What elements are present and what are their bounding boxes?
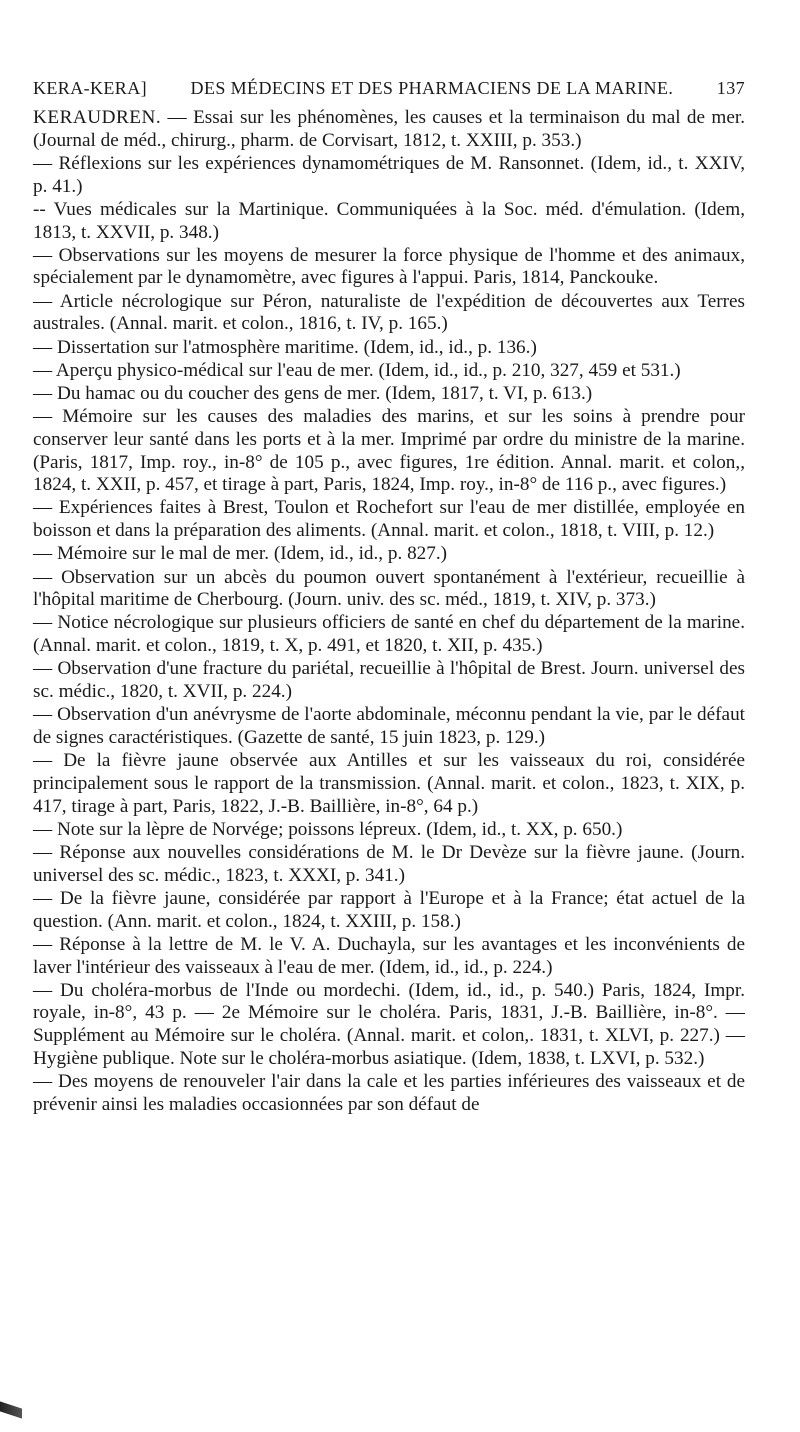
entry-text: Notice nécrologique sur plusieurs officiers de santé en chef du département de la marine. (Annal. marit. et colon., 1819, t. X, p. 491, et 1820, t. XII, p. 435.) (33, 612, 745, 657)
header-left: KERA-KERA] (33, 78, 147, 98)
entry-text: Réponse à la lettre de M. le V. A. Duchayla, sur les avantages et les inconvénients de laver l'intérieur des vaisseaux à l'eau de mer. (Idem, id., id., p. 224.) (33, 933, 745, 978)
bibliography-entry (33, 199, 745, 244)
entry-text: — Essai sur les phénomènes, les causes et la terminaison du mal de mer. (Journal de méd., chirurg., pharm. de Corvisart, 1812, t. XXIII, p. 353.) (33, 107, 745, 151)
entry-text: Article nécrologique sur Péron, naturaliste de l'expédition de découvertes aux Terres australes. (Annal. marit. et colon., 1816, t. IV, p. 165.) (33, 290, 745, 335)
bibliography-entry (33, 360, 745, 383)
entry-text: Vues médicales sur la Martinique. Communiquées à la Soc. méd. d'émulation. (Idem, 1813, t. XXVII, p. 348.) (33, 198, 745, 243)
entry-lead: — (33, 887, 53, 909)
entry-lead: — (33, 704, 53, 726)
entry-text: Observations sur les moyens de mesurer la force physique de l'homme et des animaux, spécialement par le dynamomètre, avec figures à l'appui. Paris, 1814, Panckouke. (33, 244, 745, 289)
entry-text: Mémoire sur les causes des maladies des marins, et sur les soins à prendre pour conserver leur santé dans les ports et à la mer. Imprimé par ordre du ministre de la marine. (Paris, 1817, Imp. roy., in-8° de 105 p., avec figures, 1re édition. Annal. marit. et colon,, 1824, t. XXII, p. 457, et tirage à part, Paris, 1824, Imp. roy., in-8° de 116 p., avec figures.) (33, 406, 745, 496)
bibliography-entry (33, 934, 745, 979)
bibliography-entry (33, 704, 745, 749)
entry-text: Du hamac ou du coucher des gens de mer. (Idem, 1817, t. VI, p. 613.) (52, 382, 593, 404)
entry-text: Réflexions sur les expériences dynamométriques de M. Ransonnet. (Idem, id., t. XXIV, p. 41.) (33, 152, 745, 197)
entry-lead: — (33, 842, 53, 863)
running-header (33, 78, 745, 99)
bibliography-entry (33, 406, 745, 497)
bibliography-entry (33, 980, 745, 1071)
bibliography-entry (33, 658, 745, 703)
entry-text: Note sur la lèpre de Norvége; poissons lépreux. (Idem, id., t. XX, p. 650.) (52, 818, 623, 840)
entry-text: Mémoire sur le mal de mer. (Idem, id., id., p. 827.) (52, 543, 448, 565)
entry-text: Réponse aux nouvelles considérations de M. le Dr Devèze sur la fièvre jaune. (Journ. universel des sc. médic., 1823, t. XXXI, p. 341.) (33, 842, 745, 886)
entry-lead: -- (33, 198, 46, 220)
entry-lead: KERAUDREN. (33, 107, 162, 128)
entry-text: Observation d'un anévrysme de l'aorte abdominale, méconnu pendant la vie, par le défaut de signes caractéristiques. (Gazette de santé, 15 juin 1823, p. 129.) (33, 704, 745, 748)
bibliography-entry (33, 497, 745, 542)
entry-text: Observation d'une fracture du pariétal, recueillie à l'hôpital de Brest. Journ. universel des sc. médic., 1820, t. XVII, p. 224.) (33, 658, 745, 703)
bibliography-entry (33, 612, 745, 657)
bibliography-entry (33, 567, 745, 612)
entry-lead: — (33, 543, 53, 565)
entry-text: Du choléra-morbus de l'Inde ou mordechi. (Idem, id., id., p. 540.) Paris, 1824, Impr. royale, in-8°, 43 p. — 2e Mémoire sur le choléra. Paris, 1831, J.-B. Baillière, in-8°. — Supplément au Mémoire sur le choléra. (Annal. marit. et colon,. 1831, t. XLVI, p. 227.) — Hygiène publique. Note sur le choléra-morbus asiatique. (Idem, 1838, t. LXVI, p. 532.) (33, 979, 745, 1069)
entry-lead: — (33, 497, 53, 519)
page-edge-mark (0, 1401, 22, 1418)
entry-text: De la fièvre jaune observée aux Antilles et sur les vaisseaux du roi, considérée principalement sous le rapport de la transmission. (Annal. marit. et colon., 1823, t. XIX, p. 417, tirage à part, Paris, 1822, J.-B. Baillière, in-8°, 64 p.) (33, 750, 745, 817)
entry-lead: — (33, 658, 53, 680)
bibliography-entry (33, 153, 745, 198)
bibliography-entry (33, 750, 745, 818)
entry-text: Dissertation sur l'atmosphère maritime. (Idem, id., id., p. 136.) (52, 336, 537, 358)
page-number: 137 (716, 78, 745, 98)
entry-lead: — (33, 818, 53, 840)
entry-lead: — (33, 933, 53, 955)
entry-text: Aperçu physico-médical sur l'eau de mer. (Idem, id., id., p. 210, 327, 459 et 531.) (52, 359, 681, 381)
bibliography-entry (33, 543, 745, 566)
bibliography-entry (33, 888, 745, 933)
bibliography-entry (33, 819, 745, 842)
entry-lead: — (33, 612, 53, 634)
header-title: DES MÉDECINS ET DES PHARMACIENS DE LA MARINE. (190, 78, 674, 98)
bibliography-entry (33, 245, 745, 290)
bibliography-entry (33, 107, 745, 152)
entry-lead: — (33, 152, 53, 174)
bibliography-entry (33, 291, 745, 336)
bibliography-entry (33, 1071, 745, 1116)
entry-lead: — (33, 979, 53, 1001)
entry-text: Des moyens de renouveler l'air dans la cale et les parties inférieures des vaisseaux et de prévenir ainsi les maladies occasionnées par son défaut de (33, 1071, 745, 1115)
entry-text: Expériences faites à Brest, Toulon et Rochefort sur l'eau de mer distillée, employée en boisson et dans la préparation des aliments. (Annal. marit. et colon., 1818, t. VIII, p. 12.) (33, 497, 745, 542)
bibliography-entry (33, 383, 745, 406)
entry-lead: — (33, 290, 53, 312)
entry-lead: — (33, 566, 53, 588)
entry-lead: — (33, 750, 53, 772)
entry-text: Observation sur un abcès du poumon ouvert spontanément à l'extérieur, recueillie à l'hôpital maritime de Cherbourg. (Journ. univ. des sc. méd., 1819, t. XIV, p. 373.) (33, 566, 745, 611)
bibliography-entry (33, 337, 745, 360)
entry-lead: — (33, 359, 53, 381)
bibliography-entries (33, 107, 745, 1116)
entry-lead: — (33, 244, 53, 266)
entry-lead: — (33, 382, 53, 404)
bibliography-entry (33, 842, 745, 887)
entry-lead: — (33, 1071, 53, 1093)
entry-text: De la fièvre jaune, considérée par rapport à l'Europe et à la France; état actuel de la question. (Ann. marit. et colon., 1824, t. XXIII, p. 158.) (33, 887, 745, 932)
entry-lead: — (33, 406, 53, 428)
book-page (33, 78, 745, 1117)
entry-lead: — (33, 336, 53, 358)
